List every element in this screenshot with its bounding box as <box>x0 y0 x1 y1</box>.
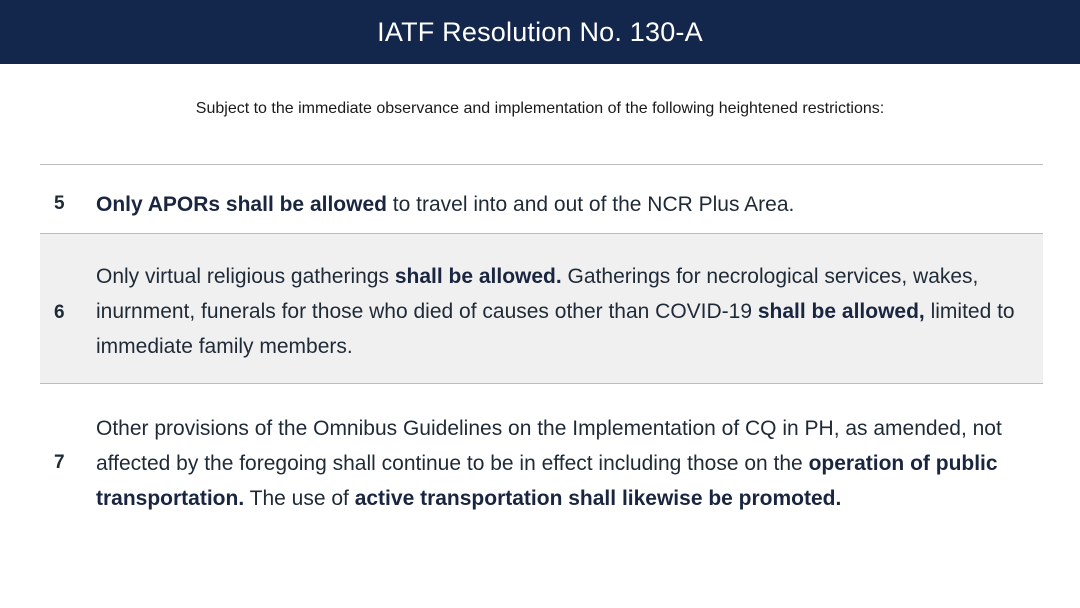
restriction-item-6 <box>40 234 1043 383</box>
item-text <box>96 187 1036 222</box>
text-segment: Gatherings for necrological services, wakes, inurnment, funerals for those who died of causes other than COVID-19 <box>96 265 979 323</box>
document-title: IATF Resolution No. 130-A <box>377 16 703 47</box>
item-text <box>96 411 1036 516</box>
item-number: 6 <box>54 302 65 323</box>
text-segment: active transportation shall likewise be promoted. <box>354 487 842 510</box>
text-segment: Other provisions of the Omnibus Guidelines on the Implementation of CQ in PH, as amended, not affected by the foregoing shall continue to be in effect including those on the <box>96 417 1002 475</box>
text-segment: limited to immediate family members. <box>96 300 1015 358</box>
text-segment: to travel into and out of the NCR Plus Area. <box>386 193 795 216</box>
item-text <box>96 259 1036 364</box>
text-segment: shall be allowed, <box>757 300 925 323</box>
document-title-bar <box>0 0 1080 64</box>
restriction-item-7 <box>40 384 1043 534</box>
item-number: 7 <box>54 452 65 473</box>
text-segment: The use of <box>244 487 355 510</box>
text-segment: shall be allowed. <box>394 265 562 288</box>
text-segment: operation of public transportation. <box>96 452 998 510</box>
text-segment: Only APORs shall be allowed <box>96 193 387 216</box>
text-segment: Only virtual religious gatherings <box>96 265 395 288</box>
item-number: 5 <box>54 193 65 214</box>
document-subtitle: Subject to the immediate observance and implementation of the following heightened restrictions: <box>195 100 885 117</box>
restriction-item-5 <box>40 165 1043 233</box>
